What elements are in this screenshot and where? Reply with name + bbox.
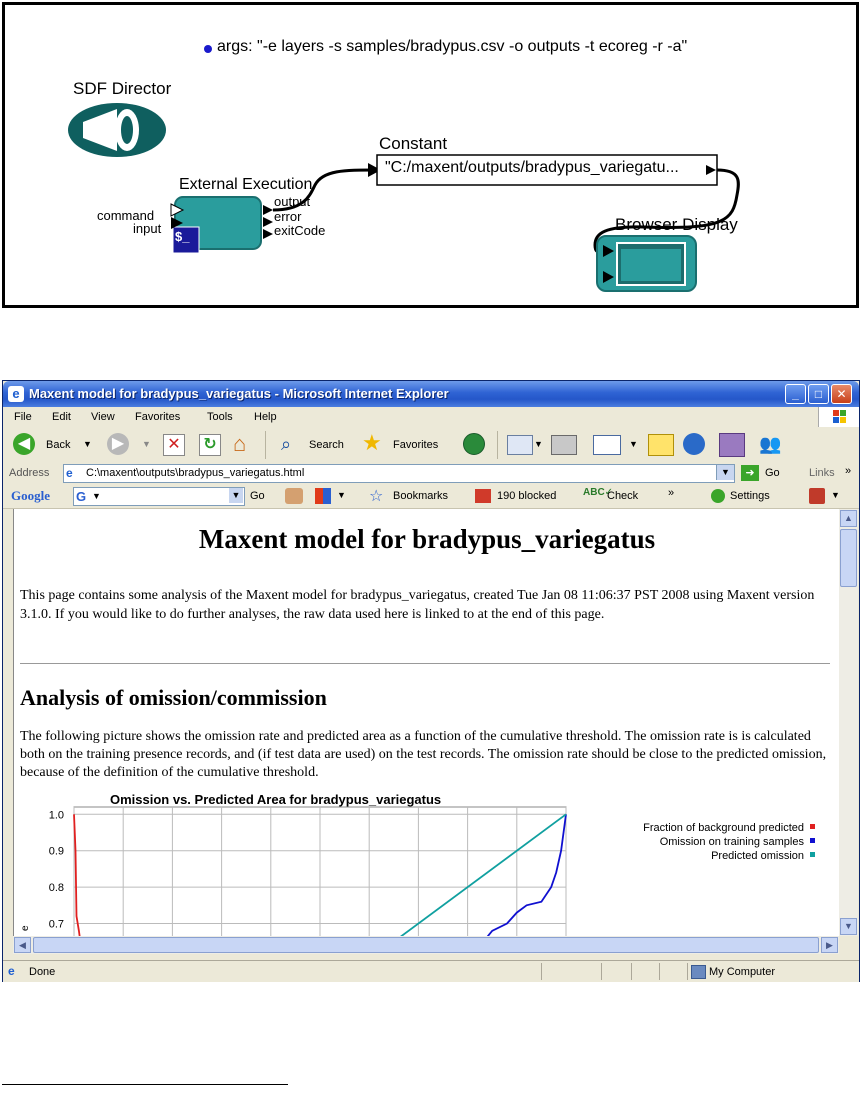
page-content — [13, 509, 840, 936]
favorites-button[interactable]: Favorites — [393, 439, 439, 451]
menu-favorites[interactable]: Favorites — [135, 411, 181, 423]
my-computer-icon — [691, 965, 706, 979]
maximize-button[interactable]: □ — [808, 384, 829, 404]
pagerank-icon[interactable] — [285, 488, 303, 504]
status-divider — [659, 963, 660, 980]
google-toolbar — [3, 484, 859, 509]
legend-swatch — [810, 852, 815, 857]
status-divider — [601, 963, 602, 980]
y-axis-label: e — [20, 925, 31, 931]
status-divider — [687, 963, 688, 980]
menu-view[interactable]: View — [91, 411, 115, 423]
standard-toolbar — [3, 427, 859, 464]
print-icon[interactable] — [551, 435, 577, 455]
windows-flag-icon — [818, 407, 859, 427]
settings-icon — [711, 489, 725, 503]
forward-arrow-icon[interactable]: ▶ — [107, 433, 129, 455]
stop-icon[interactable]: ✕ — [163, 434, 185, 456]
mail-dropdown-icon[interactable]: ▼ — [534, 439, 543, 449]
security-zone: My Computer — [709, 966, 776, 978]
sdf-director-label: SDF Director — [73, 79, 172, 98]
back-arrow-icon[interactable]: ◀ — [13, 433, 35, 455]
title-bar[interactable] — [3, 381, 859, 407]
back-button[interactable]: Back — [46, 439, 71, 451]
google-logo[interactable]: Google — [11, 488, 50, 503]
history-icon[interactable] — [463, 433, 485, 455]
args-parameter: args: "-e layers -s samples/bradypus.csv -o outputs -t ecoreg -r -a" — [217, 38, 688, 55]
horizontal-scrollbar[interactable] — [13, 936, 839, 954]
close-button[interactable]: ✕ — [831, 384, 852, 404]
footnote-rule — [2, 1084, 288, 1085]
scroll-right-icon[interactable]: ▶ — [821, 937, 838, 953]
bookmarks-star-icon[interactable]: ☆ — [369, 488, 384, 505]
ie-window — [2, 380, 860, 982]
research-icon[interactable] — [719, 433, 745, 457]
port-error-label: error — [274, 209, 302, 224]
legend-entry: Omission on training samples — [659, 836, 804, 848]
chart-plot — [14, 789, 840, 936]
scroll-down-icon[interactable]: ▼ — [840, 918, 857, 935]
check-button[interactable]: Check — [607, 490, 639, 502]
links-button[interactable]: Links — [809, 467, 835, 479]
address-input[interactable] — [63, 464, 735, 483]
bookmarks-button[interactable]: Bookmarks — [393, 490, 449, 502]
workflow-canvas — [2, 2, 859, 308]
gmail-dropdown-icon[interactable]: ▼ — [831, 490, 840, 500]
shell-glyph: $_ — [175, 229, 190, 244]
port-command-label: command — [97, 208, 155, 223]
search-icon[interactable]: ⌕ — [281, 434, 292, 454]
page-title: Maxent model for bradypus_variegatus — [198, 524, 656, 554]
external-execution-title: External Execution — [179, 176, 313, 193]
address-value: C:\maxent\outputs\bradypus_variegatus.html — [86, 467, 305, 479]
menu-bar — [3, 407, 859, 428]
scroll-left-icon[interactable]: ◀ — [14, 937, 31, 953]
messenger-globe-icon[interactable] — [683, 433, 705, 455]
go-arrow-icon[interactable]: ➜ — [741, 465, 759, 481]
intro-paragraph: This page contains some analysis of the Maxent model for bradypus_variegatus, created Tue Jan 08 11:06:37 PST 2008 using Maxent version 3.1.0. If you would like to do further analyses, the raw data used here is linked to at the end of this page. — [20, 588, 815, 622]
y-tick-label: 0.8 — [48, 882, 64, 895]
omission-chart — [14, 789, 840, 936]
menu-edit[interactable]: Edit — [52, 411, 71, 423]
status-text: Done — [29, 966, 56, 978]
vertical-scrollbar[interactable] — [839, 509, 858, 936]
blocked-count[interactable]: 190 blocked — [497, 490, 557, 502]
forward-dropdown-icon[interactable]: ▼ — [142, 439, 151, 449]
edit-icon[interactable] — [593, 435, 621, 455]
back-dropdown-icon[interactable]: ▼ — [83, 439, 92, 449]
scroll-thumb[interactable] — [840, 529, 857, 587]
y-tick-label: 0.9 — [48, 845, 64, 858]
horizontal-rule — [20, 663, 830, 664]
legend-swatch — [810, 838, 815, 843]
constant-title: Constant — [379, 134, 448, 153]
toolbar-divider — [265, 431, 266, 459]
ie-logo-icon: e — [8, 386, 24, 402]
popup-blocker-icon — [475, 489, 491, 503]
toolbar-divider — [497, 431, 498, 459]
horizontal-scroll-thumb[interactable] — [33, 937, 819, 953]
browser-display-title: Browser Display — [615, 215, 738, 234]
news-icon[interactable] — [315, 488, 331, 504]
search-button[interactable]: Search — [309, 439, 344, 451]
page-icon: e — [66, 466, 73, 480]
section-heading: Analysis of omission/commission — [20, 685, 327, 710]
parameter-dot-icon — [204, 45, 212, 53]
go-button[interactable]: Go — [765, 467, 780, 479]
legend-entry: Fraction of background predicted — [643, 822, 804, 834]
chart-title: Omission vs. Predicted Area for bradypus_variegatus — [110, 792, 442, 807]
google-search-dropdown-icon[interactable]: ▼ — [229, 488, 243, 503]
section-paragraph: The following picture shows the omission rate and predicted area as a function of the cumulative threshold. The omission rate is is calculated both on the training presence records, and (if test data are used) on the test records. The omission rate should be close to the predicted omission, because of the definition of the cumulative threshold. — [20, 729, 827, 780]
minimize-button[interactable]: _ — [785, 384, 806, 404]
settings-button[interactable]: Settings — [730, 490, 770, 502]
edit-dropdown-icon[interactable]: ▼ — [629, 439, 638, 449]
port-output-label: output — [274, 194, 311, 209]
spellcheck-icon[interactable]: ABC✓ — [583, 487, 614, 498]
home-icon[interactable]: ⌂ — [233, 431, 247, 456]
legend-entry: Predicted omission — [711, 850, 804, 862]
status-divider — [541, 963, 542, 980]
status-bar — [3, 960, 859, 982]
address-dropdown-icon[interactable]: ▼ — [716, 465, 734, 480]
address-bar — [3, 463, 859, 485]
status-page-icon: e — [8, 964, 15, 978]
y-tick-label: 1.0 — [48, 809, 64, 822]
google-search-input[interactable] — [73, 487, 245, 506]
port-exitcode-label: exitCode — [274, 223, 326, 238]
more-chevron-icon[interactable]: » — [668, 487, 675, 499]
gmail-icon[interactable] — [809, 488, 825, 504]
messenger-people-icon[interactable]: 👥 — [759, 434, 782, 454]
mail-icon[interactable] — [507, 435, 533, 455]
discuss-icon[interactable] — [648, 434, 674, 456]
favorites-star-icon[interactable]: ★ — [362, 430, 382, 455]
port-input-label: input — [133, 221, 162, 236]
scroll-up-icon[interactable]: ▲ — [840, 510, 857, 527]
y-tick-label: 0.7 — [48, 918, 64, 931]
legend-swatch — [810, 824, 815, 829]
menu-tools[interactable]: Tools — [207, 411, 233, 423]
menu-help[interactable]: Help — [254, 411, 277, 423]
google-g-select[interactable]: G — [76, 489, 87, 504]
constant-value: "C:/maxent/outputs/bradypus_variegatu... — [385, 159, 679, 176]
status-divider — [631, 963, 632, 980]
refresh-icon[interactable]: ↻ — [199, 434, 221, 456]
news-dropdown-icon[interactable]: ▼ — [337, 490, 346, 500]
google-go-button[interactable]: Go — [250, 490, 265, 502]
links-chevron-icon[interactable]: » — [845, 465, 852, 477]
window-title: Maxent model for bradypus_variegatus - Microsoft Internet Explorer — [29, 386, 449, 401]
menu-file[interactable]: File — [14, 411, 32, 423]
address-label: Address — [9, 467, 50, 479]
google-g-dropdown-icon[interactable]: ▼ — [92, 491, 101, 501]
